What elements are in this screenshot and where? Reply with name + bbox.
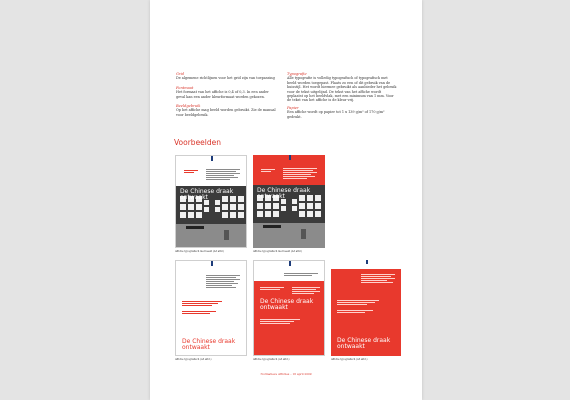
poster-caption: Affiche typografisch met beeld (A3 afbr.) [253,250,303,253]
right-column [287,72,397,119]
beeld-text: Op het affiche mag beeld worden gebruikt. Zie de manual voor beeldgebruik. [176,108,276,117]
typo-text: Alle typografie is volledig typografisch of typografisch met beeld worden toegepast. Plaats zo een of dit gebruik van de huisstijl. Het wordt hiermee gebruikt als aanbieder het gebruik voor de tekst uitgelijnd. De tekst van het affiche wordt geplaatst op het beeldvlak, met een minimum van 1 mm. Voor de tekst van het affiche is de kleur vrij. [287,76,397,103]
section-title: Voorbeelden [174,138,222,147]
poster-logo-strip [331,260,401,269]
poster-2 [253,155,325,248]
paper-heading: Papier [287,105,299,110]
grid-heading: Grid [176,72,185,76]
poster-caption: Affiche typografisch met beeld (A3 afbr.) [175,250,225,253]
typo-heading: Typografie [287,72,307,76]
poster-3 [175,260,247,356]
document-page [150,0,422,400]
fonts-heading: Fontmaat [176,85,194,90]
poster-1 [175,155,247,248]
poster-title: De Chinese draak ontwaakt [180,188,234,202]
logo-icon [211,156,213,161]
logo-icon [289,261,291,266]
poster-title: De Chinese draak ontwaakt [182,338,236,352]
poster-4 [253,260,325,356]
poster-title: De Chinese draak ontwaakt [337,337,391,351]
poster-photo [253,185,325,248]
grid-text: De algemene richtlijnen voor het grid zijn van toepassing [176,76,275,81]
poster-caption: Affiche typografisch (A3 afbr.) [253,358,290,361]
page-footer: Normatieve Affiches – 16 april 2009 [260,372,312,376]
fonts-text: Het formaat van het affiche is 0,4 of 0,3. In een ander geval kan een ander kleurformaat worden gekozen. [176,90,269,99]
logo-icon [211,261,213,266]
logo-icon [366,260,368,264]
beeld-heading: Beeldgebruik [176,104,201,109]
paper-text: Een affiche wordt op papier tot 1 x 139 g/m² of 170 g/m² gedrukt. [287,110,385,119]
poster-caption: Affiche typografisch (A3 afbr.) [175,358,212,361]
poster-5 [331,260,401,356]
poster-caption: Affiche typografisch (A3 afbr.) [331,358,368,361]
poster-title: De Chinese draak ontwaakt [257,187,311,201]
poster-title: De Chinese draak ontwaakt [260,298,314,312]
logo-icon [289,155,291,160]
poster-photo [176,186,246,248]
poster-red-block [254,281,324,356]
left-column [176,72,276,117]
